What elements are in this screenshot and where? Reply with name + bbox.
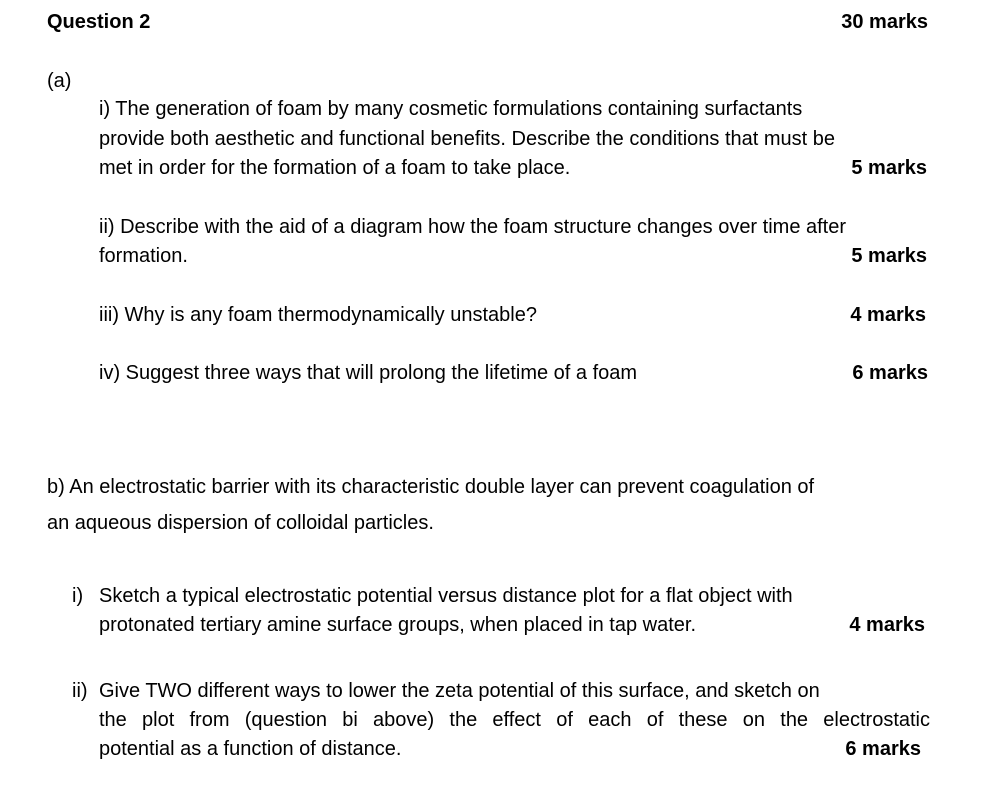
question-b-ii-marks: 6 marks: [845, 738, 921, 760]
question-b-i-marks: 4 marks: [849, 614, 925, 636]
question-a-i-marks: 5 marks: [851, 157, 927, 179]
question-a-iv-marks: 6 marks: [852, 362, 928, 384]
question-a-iii-marks: 4 marks: [850, 304, 926, 326]
question-b-ii-line-2: the plot from (question bi above) the effect of each of these on the electrostatic: [99, 709, 930, 731]
question-a-iv-line-1: iv) Suggest three ways that will prolong the lifetime of a foam: [99, 362, 638, 384]
question-title: Question 2: [47, 11, 151, 33]
part-a-label: (a): [47, 70, 72, 92]
question-a-iii-line-1: iii) Why is any foam thermodynamically unstable?: [99, 304, 537, 326]
part-b-intro-line-1: b) An electrostatic barrier with its characteristic double layer can prevent coagulation of: [47, 476, 815, 498]
question-a-ii-line-1: ii) Describe with the aid of a diagram how the foam structure changes over time after: [99, 216, 847, 238]
question-a-i-line-1: i) The generation of foam by many cosmetic formulations containing surfactants: [99, 98, 803, 120]
part-b-intro-line-2: an aqueous dispersion of colloidal particles.: [47, 512, 434, 534]
question-a-ii-marks: 5 marks: [851, 245, 927, 267]
question-b-i-line-1: Sketch a typical electrostatic potential versus distance plot for a flat object with: [99, 585, 793, 607]
question-b-ii-line-3: potential as a function of distance.: [99, 738, 402, 760]
question-a-i-line-3: met in order for the formation of a foam to take place.: [99, 157, 571, 179]
question-b-i-number: i): [72, 585, 84, 607]
question-a-ii-line-2: formation.: [99, 245, 188, 267]
question-b-ii-number: ii): [72, 680, 88, 702]
total-marks: 30 marks: [841, 11, 928, 33]
question-a-i-line-2: provide both aesthetic and functional benefits. Describe the conditions that must be: [99, 128, 836, 150]
question-b-i-line-2: protonated tertiary amine surface groups, when placed in tap water.: [99, 614, 697, 636]
question-b-ii-line-1: Give TWO different ways to lower the zeta potential of this surface, and sketch on: [99, 680, 820, 702]
